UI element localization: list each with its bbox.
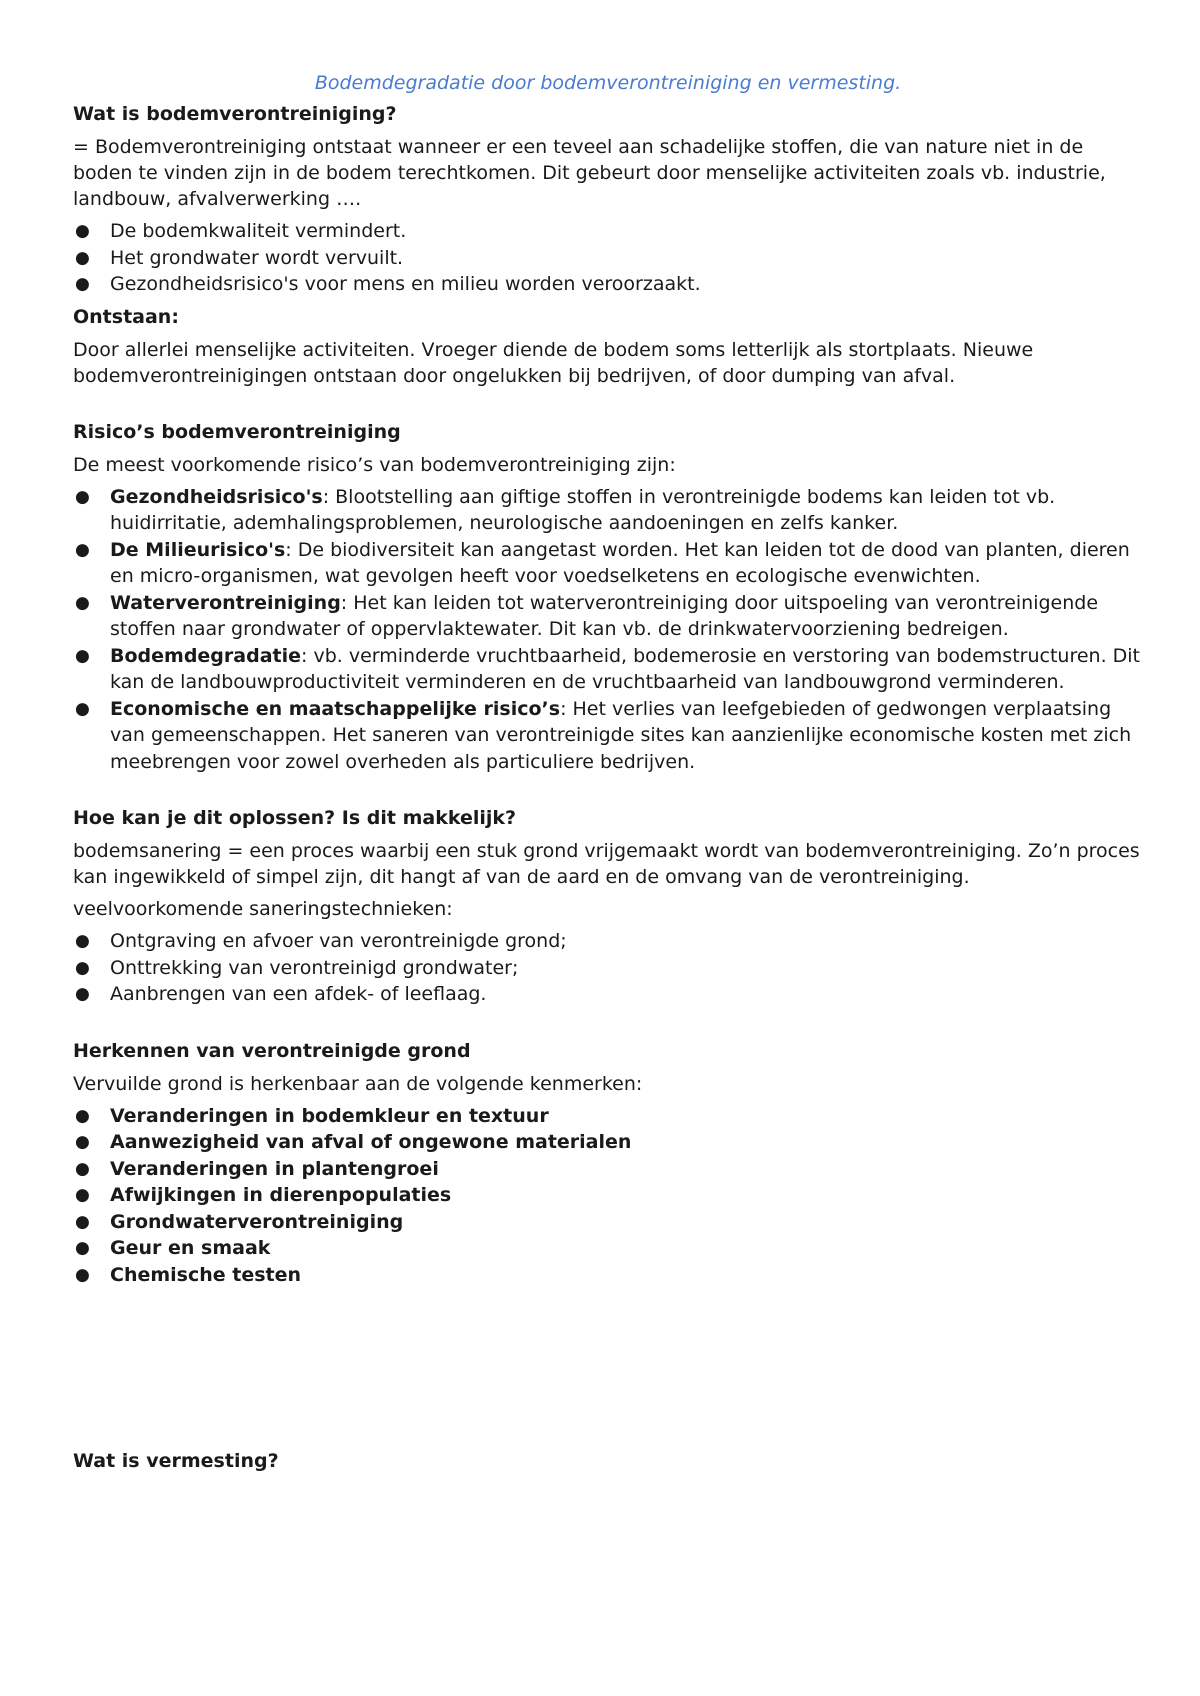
list-item: ● Veranderingen in plantengroei — [73, 1156, 1143, 1183]
list-item: ● De bodemkwaliteit vermindert. — [73, 218, 1143, 245]
bullet-icon: ● — [75, 957, 90, 978]
list-item: ● Het grondwater wordt vervuilt. — [73, 245, 1143, 272]
list-item: ● Ontgraving en afvoer van verontreinigde grond; — [73, 928, 1143, 955]
paragraph-ontstaan: Door allerlei menselijke activiteiten. Vroeger diende de bodem soms letterlijk als stortplaats. Nieuwe bodemverontreinigingen ontstaan door ongelukken bij bedrijven, of door dumping van afval. — [73, 338, 1034, 387]
bullet-icon: ● — [75, 984, 90, 1004]
techniques-list — [73, 928, 1143, 1008]
bullet-icon: ● — [75, 931, 90, 951]
list-item: ● Aanbrengen van een afdek- of leeflaag. — [73, 981, 1143, 1008]
bullet-icon: ● — [75, 1158, 90, 1179]
bullet-icon: ● — [75, 539, 90, 560]
list-item: ● Gezondheidsrisico's voor mens en milieu worden veroorzaakt. — [73, 271, 1143, 298]
risks-list — [73, 484, 1143, 776]
heading-risicos: Risico’s bodemverontreiniging — [73, 420, 401, 443]
bullet-icon: ● — [75, 698, 90, 719]
paragraph-definition: = Bodemverontreiniging ontstaat wanneer er een teveel aan schadelijke stoffen, die van nature niet in de boden te vinden zijn in de bodem terechtkomen. Dit gebeurt door menselijke activiteiten zoals vb. industrie, landbouw, afvalverwerking …. — [73, 136, 1106, 210]
paragraph-herkennen-intro: Vervuilde grond is herkenbaar aan de volgende kenmerken: — [73, 1072, 643, 1095]
bullet-icon: ● — [75, 1211, 90, 1232]
paragraph-technieken-intro: veelvoorkomende saneringstechnieken: — [73, 898, 453, 920]
bullet-icon: ● — [75, 274, 90, 294]
heading-wat-is-bodemverontreiniging: Wat is bodemverontreiniging? — [73, 103, 397, 125]
bullet-icon: ● — [75, 221, 90, 241]
paragraph-bodemsanering: bodemsanering = een proces waarbij een stuk grond vrijgemaakt wordt van bodemverontreiniging. Zo’n proces kan ingewikkeld of simpel zijn, dit hangt af van de aard en de omvang van de verontreiniging. — [73, 840, 1140, 888]
bullet-icon: ● — [75, 1132, 90, 1152]
signs-list — [73, 1103, 1143, 1289]
bullet-icon: ● — [75, 1105, 90, 1126]
list-item: ● Economische en maatschappelijke risico’s: Het verlies van leefgebieden of gedwongen verplaatsing van gemeenschappen. Het saneren van verontreinigde sites kan aanzienlijke economische kosten met zich meebrengen voor zowel overheden als particuliere bedrijven. — [75, 697, 1132, 773]
list-item: ● Onttrekking van verontreinigd grondwater; — [73, 955, 1143, 982]
list-item: ● Veranderingen in bodemkleur en textuur — [73, 1103, 1143, 1130]
document-title: Bodemdegradatie door bodemverontreiniging en vermesting. — [314, 72, 902, 94]
heading-herkennen: Herkennen van verontreinigde grond — [73, 1039, 471, 1062]
heading-vermesting: Wat is vermesting? — [73, 1450, 279, 1472]
bullet-icon: ● — [75, 1264, 90, 1285]
bullet-icon: ● — [75, 645, 90, 666]
list-item: ● Gezondheidsrisico's: Blootstelling aan giftige stoffen in verontreinigde bodems kan leiden tot vb. huidirritatie, ademhalingsproblemen, neurologische aandoeningen en zelfs kanker. — [75, 485, 1056, 534]
bullet-icon: ● — [75, 592, 90, 613]
heading-oplossen: Hoe kan je dit oplossen? Is dit makkelijk? — [73, 807, 517, 829]
list-item: ● Waterverontreiniging: Het kan leiden tot waterverontreiniging door uitspoeling van verontreinigende stoffen naar grondwater of oppervlaktewater. Dit kan vb. de drinkwatervoorziening bedreigen. — [75, 591, 1099, 640]
list-item: ● Geur en smaak — [73, 1235, 1143, 1262]
list-item: ● Chemische testen — [73, 1262, 1143, 1289]
consequences-list — [73, 218, 1143, 298]
list-item: ● Aanwezigheid van afval of ongewone materialen — [73, 1129, 1143, 1156]
bullet-icon: ● — [75, 247, 90, 268]
paragraph-risicos-intro: De meest voorkomende risico’s van bodemverontreiniging zijn: — [73, 453, 676, 476]
bullet-icon: ● — [75, 1185, 90, 1205]
list-item: ● Bodemdegradatie: vb. verminderde vruchtbaarheid, bodemerosie en verstoring van bodemstructuren. Dit kan de landbouwproductiviteit verminderen en de vruchtbaarheid van landbouwgrond verminderen. — [75, 644, 1141, 693]
list-item: ● De Milieurisico's: De biodiversiteit kan aangetast worden. Het kan leiden tot de dood van planten, dieren en micro-organismen, wat gevolgen heeft voor voedselketens en ecologische evenwichten. — [75, 538, 1130, 587]
bullet-icon: ● — [75, 486, 90, 507]
document-content — [73, 70, 1143, 1475]
list-item: ● Afwijkingen in dierenpopulaties — [73, 1182, 1143, 1209]
heading-ontstaan: Ontstaan: — [73, 305, 179, 328]
bullet-icon: ● — [75, 1238, 90, 1258]
list-item: ● Grondwaterverontreiniging — [73, 1209, 1143, 1236]
